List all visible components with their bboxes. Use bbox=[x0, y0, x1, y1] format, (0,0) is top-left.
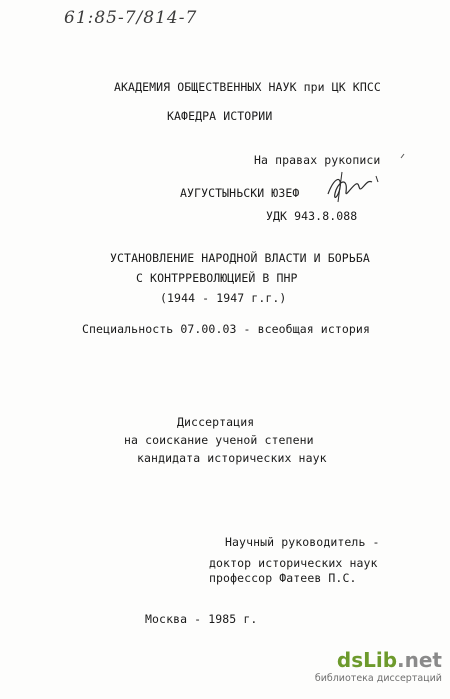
department-name: КАФЕДРА ИСТОРИИ bbox=[167, 109, 273, 123]
udc-code: УДК 943.8.088 bbox=[266, 209, 358, 223]
watermark-logo[interactable] bbox=[337, 649, 442, 671]
academy-name: АКАДЕМИЯ ОБЩЕСТВЕННЫХ НАУК при ЦК КПСС bbox=[114, 80, 381, 94]
supervisor-line-3: профессор Фатеев П.С. bbox=[209, 571, 357, 585]
dissertation-line-1: Диссертация bbox=[177, 415, 255, 429]
watermark-logo-part-1: dsLib bbox=[336, 648, 398, 672]
specialty-line: Специальность 07.00.03 - всеобщая история bbox=[82, 322, 370, 336]
supervisor-line-1: Научный руководитель - bbox=[225, 535, 380, 549]
signature-icon bbox=[324, 168, 384, 206]
tick-mark-icon bbox=[400, 152, 408, 160]
city-year: Москва - 1985 г. bbox=[145, 612, 258, 626]
manuscript-rights-note: На правах рукописи bbox=[254, 153, 381, 167]
dissertation-line-3: кандидата исторических наук bbox=[137, 451, 327, 465]
title-line-1: УСТАНОВЛЕНИЕ НАРОДНОЙ ВЛАСТИ И БОРЬБА bbox=[110, 251, 370, 265]
watermark-subtitle: библиотека диссертаций bbox=[314, 673, 442, 684]
dissertation-line-2: на соискание ученой степени bbox=[124, 433, 314, 447]
watermark bbox=[314, 648, 442, 689]
archive-code-handwritten: 61:85-7/814-7 bbox=[64, 8, 198, 28]
supervisor-line-2: доктор исторических наук bbox=[209, 556, 378, 570]
title-line-2: С КОНТРРЕВОЛЮЦИЕЙ В ПНР bbox=[136, 271, 298, 285]
author-name: АУГУСТЫНЬСКИ ЮЗЕФ bbox=[180, 186, 300, 200]
title-line-3: (1944 - 1947 г.г.) bbox=[160, 291, 287, 305]
watermark-logo-part-2: .net bbox=[397, 648, 442, 672]
